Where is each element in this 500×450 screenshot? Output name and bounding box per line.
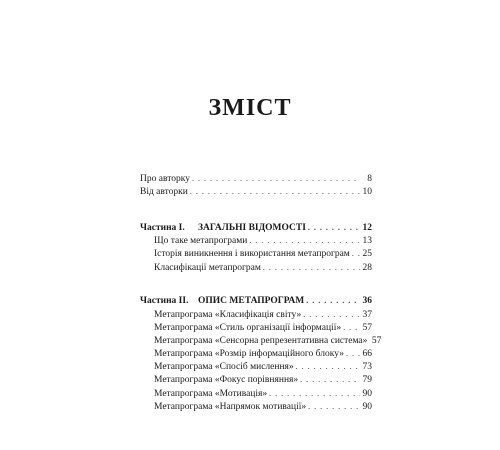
part-number: Частина I. xyxy=(140,223,185,233)
leader-dots xyxy=(263,262,360,274)
leader-dots xyxy=(352,248,360,260)
toc-entry[interactable] xyxy=(154,401,372,413)
toc-entry-label: Історія виникнення і використання метапрограм xyxy=(154,249,350,259)
toc-entry-page: 90 xyxy=(362,402,372,412)
leader-dots xyxy=(249,235,360,247)
toc-entry[interactable] xyxy=(154,235,372,247)
toc-entry-page: 36 xyxy=(362,296,372,306)
leader-dots xyxy=(269,388,360,400)
toc-entry-label: Метапрограма «Напрямок мотивації» xyxy=(154,402,307,412)
leader-dots xyxy=(190,186,360,198)
leader-dots xyxy=(306,295,360,307)
toc-entry-page: 8 xyxy=(367,174,372,184)
toc-entry[interactable] xyxy=(154,374,372,386)
leader-dots xyxy=(300,374,360,386)
toc-entry-label: Метапрограма «Розмір інформаційного блоку» xyxy=(154,349,344,359)
leader-dots xyxy=(343,322,360,334)
toc-entry-page: 73 xyxy=(362,362,372,372)
toc-entry-page: 79 xyxy=(362,375,372,385)
part-title: ЗАГАЛЬНІ ВІДОМОСТІ xyxy=(198,223,306,233)
toc-entry-page: 57 xyxy=(371,336,382,346)
toc-entry[interactable] xyxy=(154,309,372,321)
toc-entry[interactable] xyxy=(140,186,372,198)
toc-entry-page: 37 xyxy=(362,310,372,320)
toc-entry[interactable] xyxy=(154,248,372,260)
toc-entry-page: 12 xyxy=(362,223,372,233)
toc-entry[interactable] xyxy=(154,388,372,400)
toc-entry-label: Класифікації метапрограм xyxy=(154,263,261,273)
leader-dots xyxy=(308,222,360,234)
toc-entry-page: 57 xyxy=(362,323,372,333)
toc-entry-label: Метапрограма «Класифікація світу» xyxy=(154,310,302,320)
toc-entry-page: 66 xyxy=(362,349,372,359)
toc-entry[interactable] xyxy=(154,361,372,373)
toc-entry[interactable] xyxy=(154,348,372,360)
toc-entry-label: Метапрограма «Мотивація» xyxy=(154,389,268,399)
toc-part-heading[interactable] xyxy=(140,222,372,234)
toc-entry-label: Про авторку xyxy=(140,174,190,184)
toc-entry-label: Метапрограма «Сенсорна репрезентативна система» xyxy=(154,336,368,346)
toc-part-heading[interactable] xyxy=(140,295,372,307)
toc-entry[interactable] xyxy=(154,335,382,347)
part-title: ОПИС МЕТАПРОГРАМ xyxy=(198,296,305,306)
leader-dots xyxy=(296,361,360,373)
part-number: Частина II. xyxy=(140,296,189,306)
toc-entry-page: 28 xyxy=(362,263,372,273)
toc-entry-label: Що таке метапрограми xyxy=(154,236,248,246)
toc-entry[interactable] xyxy=(154,322,372,334)
leader-dots xyxy=(346,348,360,360)
toc-entry[interactable] xyxy=(154,262,372,274)
toc-entry-label: Метапрограма «Стиль організації інформації» xyxy=(154,323,342,333)
toc-entry-page: 13 xyxy=(362,236,372,246)
toc-entry-label: Від авторки xyxy=(140,187,188,197)
leader-dots xyxy=(303,309,360,321)
toc-entry-page: 90 xyxy=(362,389,372,399)
leader-dots xyxy=(308,401,360,413)
leader-dots xyxy=(192,173,360,185)
toc-entry[interactable] xyxy=(140,173,372,185)
toc-entry-label: Метапрограма «Фокус порівняння» xyxy=(154,375,299,385)
toc-entry-label: Метапрограма «Спосіб мислення» xyxy=(154,362,294,372)
toc-entry-page: 10 xyxy=(362,187,372,197)
toc-entry-page: 25 xyxy=(362,249,372,259)
page-title: ЗМІСТ xyxy=(208,95,292,121)
